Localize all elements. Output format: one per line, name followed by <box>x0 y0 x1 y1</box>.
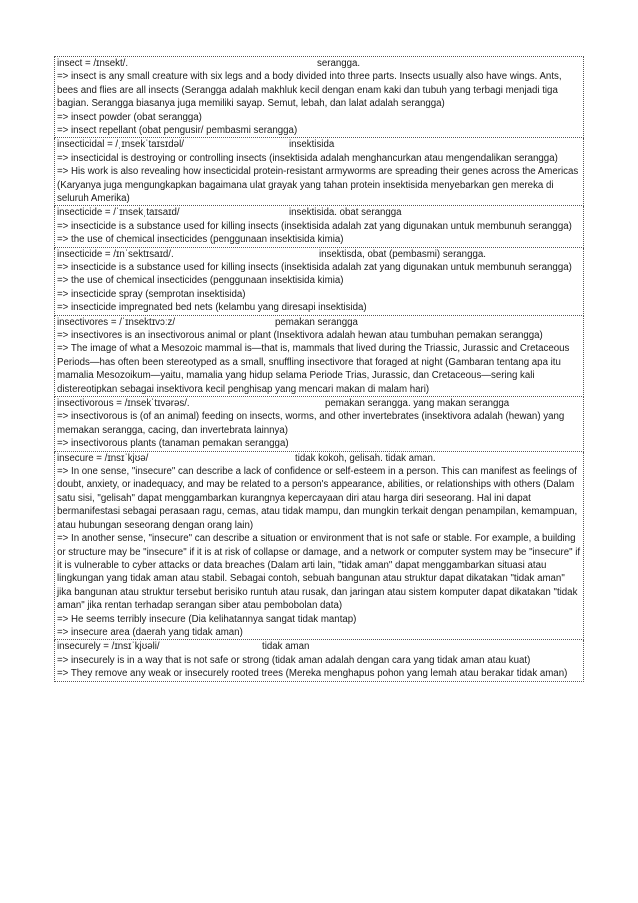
example-line: => insectivorous plants (tanaman pemakan serangga) <box>57 438 289 450</box>
definition-line: => In one sense, "insecure" can describe a lack of confidence or self-esteem in a person. This can manifest as feelings of doubt, anxiety, or inadequacy, and may be related to a person's appearance, abilities, or relationships with others (Dalam satu sisi, "gelisah" dapat menggambarkan kurangnya kepercayaan diri atau harga diri seseorang. Hal ini dapat bermanifestasi sebagai perasaan ragu, cemas, atau tidak mampu, dan mungkin terkait dengan penampilan, kemampuan, atau hubungan seseorang dengan orang lain) <box>57 466 578 531</box>
entry-headline <box>57 316 581 329</box>
example-line: => insecure area (daerah yang tidak aman) <box>57 626 243 638</box>
example-line: => He seems terribly insecure (Dia kelihatannya sangat tidak mantap) <box>57 613 357 625</box>
headword: insecticide = /ˈɪnsekˌtaɪsaɪd/ <box>57 207 180 219</box>
entry-headline <box>57 248 581 261</box>
entry-headline <box>57 397 581 410</box>
definition-line: => insecticide is a substance used for killing insects (insektisida adalah zat yang digunakan untuk membunuh serangga) <box>57 262 572 274</box>
entry-headline <box>57 206 581 219</box>
definition-line: => insectivores is an insectivorous animal or plant (Insektivora adalah hewan atau tumbuhan pemakan serangga) <box>57 330 543 342</box>
entry-headline <box>57 452 581 465</box>
gloss: tidak aman <box>262 641 310 653</box>
definition-line: => In another sense, "insecure" can describe a situation or environment that is not safe or stable. For example, a building or structure may be "insecure" if it is at risk of collapse or damage, and a network or computer system may be "insecure" if it is vulnerable to cyber attacks or data breaches (Dalam arti lain, "tidak aman" dapat menggambarkan situasi atau lingkungan yang tidak aman atau stabil. Sebagai contoh, sebuah bangunan atau struktur dapat dikatakan "tidak aman" jika bangunan atau struktur tersebut berisiko runtuh atau rusak, dan jaringan atau sistem komputer dapat dikatakan "tidak aman" jika rentan terhadap serangan siber atau pembobolan data) <box>57 533 581 612</box>
entry-insecurely <box>54 640 584 681</box>
gloss: insektisda, obat (pembasmi) serangga. <box>319 248 486 260</box>
gloss: insektisida. obat serangga <box>289 207 402 219</box>
headword: insect = /ɪnsekt/. <box>57 58 129 69</box>
gloss: serangga. <box>317 58 361 69</box>
headword: insecticide = /ɪnˈsektɪsaɪd/. <box>57 248 174 260</box>
gloss: insektisida <box>289 139 335 151</box>
entry-insectivores <box>54 316 584 397</box>
definition-line: => insecurely is in a way that is not safe or strong (tidak aman adalah dengan cara yang tidak aman atau kuat) <box>57 654 531 666</box>
definition-line: => insect is any small creature with six legs and a body divided into three parts. Insects usually also have wings. Ants, bees and flies are all insects (Serangga adalah makhluk kecil dengan enam kaki dan tubuh yang terbagi menjadi tiga bagian. Serangga biasanya juga memiliki sayap. Semut, lebah, dan lalat adalah serangga) <box>57 71 562 110</box>
headword: insecticidal = /ˌɪnsekˈtaɪsɪdəl/ <box>57 139 184 151</box>
definition-line: => insecticide is a substance used for killing insects (insektisida adalah zat yang digunakan untuk membunuh serangga) <box>57 220 572 232</box>
example-line: => the use of chemical insecticides (penggunaan insektisida kimia) <box>57 275 344 287</box>
example-line: => They remove any weak or insecurely rooted trees (Mereka menghapus pohon yang lemah atau berakar tidak aman) <box>57 668 568 680</box>
example-line: => His work is also revealing how insecticidal protein-resistant armyworms are spreading their genes across the Americas (Karyanya juga mengungkapkan bagaimana ulat grayak yang tahan protein insektisida menyebarkan gen mereka di seluruh Amerika) <box>57 166 579 205</box>
example-line: => insecticide impregnated bed nets (kelambu yang diresapi insektisida) <box>57 302 367 314</box>
entry-insecticide-2 <box>54 248 584 316</box>
entry-headline <box>57 640 581 653</box>
example-line: => insect repellant (obat pengusir/ pembasmi serangga) <box>57 125 298 137</box>
definition-line: => insectivorous is (of an animal) feeding on insects, worms, and other invertebrates (insektivora adalah (hewan) yang memakan serangga, cacing, dan invertebrata lainnya) <box>57 411 565 436</box>
gloss: pemakan serangga. yang makan serangga <box>325 398 510 410</box>
headword: insectivores = /ˈɪnsektɪvɔːz/ <box>57 316 176 328</box>
entry-insecticidal <box>54 138 584 206</box>
headword: insecure = /ɪnsɪˈkjʊə/ <box>57 452 149 464</box>
dictionary-page <box>54 56 584 682</box>
headword: insecurely = /ɪnsɪˈkjʊəli/ <box>57 641 160 653</box>
example-line: => the use of chemical insecticides (penggunaan insektisida kimia) <box>57 234 344 246</box>
gloss: pemakan serangga <box>275 316 358 328</box>
gloss: tidak kokoh, gelisah. tidak aman. <box>295 452 436 464</box>
entry-insectivorous <box>54 397 584 452</box>
definition-line: => insecticidal is destroying or controlling insects (insektisida adalah menghancurkan atau mengendalikan serangga) <box>57 152 558 164</box>
entry-insect <box>54 56 584 138</box>
headword: insectivorous = /ɪnsekˈtɪvərəs/. <box>57 398 190 410</box>
entry-insecure <box>54 452 584 641</box>
entry-headline <box>57 138 581 151</box>
entry-headline <box>57 57 581 70</box>
example-line: => insecticide spray (semprotan insektisida) <box>57 288 246 300</box>
entry-insecticide-1 <box>54 206 584 247</box>
example-line: => insect powder (obat serangga) <box>57 111 202 123</box>
example-line: => The image of what a Mesozoic mammal is—that is, mammals that lived during the Triassic, Jurassic and Cretaceous Periods—has often been stereotyped as a small, snuffling insectivore that foraged at night (Gambaran tentang apa itu mamalia Mesozoikum—yaitu, mamalia yang hidup selama Periode Trias, Jurassic, dan Cretaceous—sering kali distereotipkan sebagai insektivora kecil penghisap yang mencari makan di malam hari) <box>57 343 570 395</box>
